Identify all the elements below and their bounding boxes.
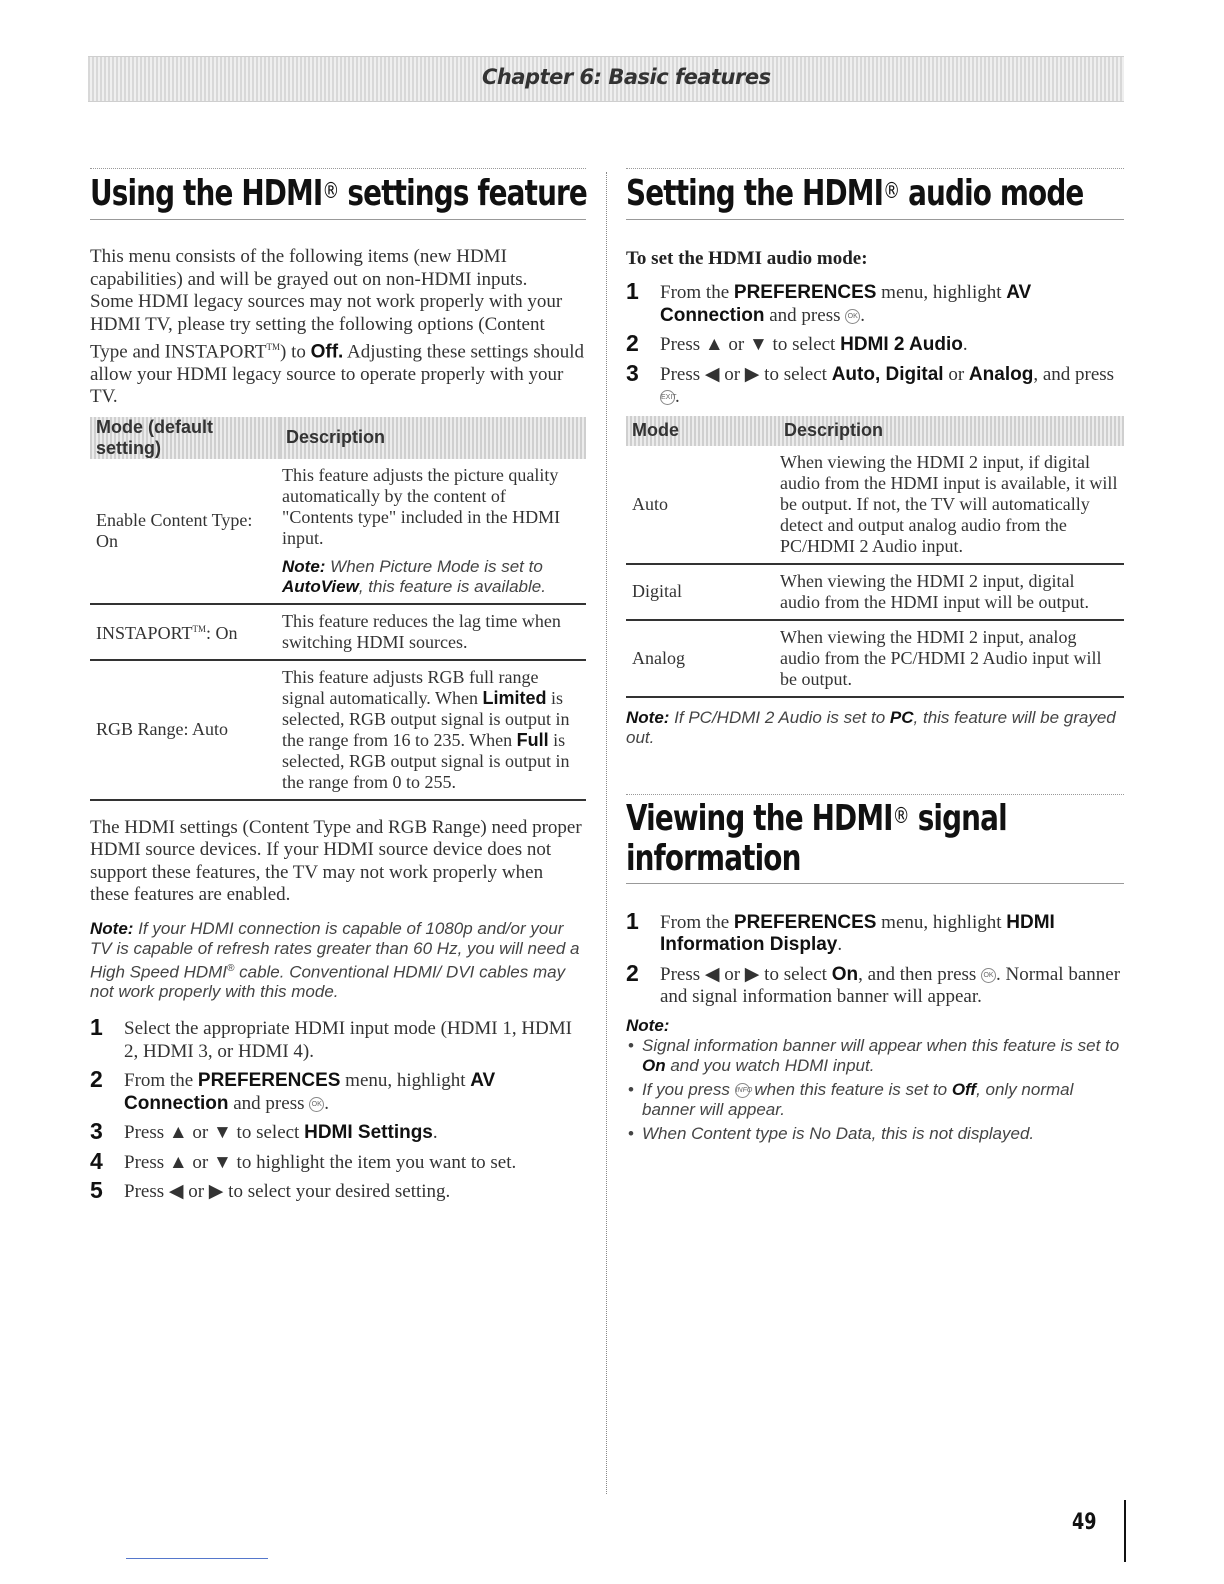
- mode-cell: Analog: [626, 620, 778, 697]
- list-item: • When Content type is No Data, this is not displayed.: [626, 1124, 1124, 1144]
- section-title-signal-info: Viewing the HDMI® signal information: [626, 797, 1007, 879]
- audio-mode-note: Note: If PC/HDMI 2 Audio is set to PC, this feature will be grayed out.: [626, 707, 1116, 747]
- list-item: 1 From the PREFERENCES menu, highlight AV Connection and press OK .: [626, 278, 1032, 326]
- column-header-mode: Mode: [626, 416, 778, 446]
- mode-cell: Enable Content Type: On: [90, 459, 280, 604]
- description-cell: When viewing the HDMI 2 input, if digital audio from the HDMI input is available, it will be output. If not, the TV will automatically detect and output analog audio from the PC/HDMI 2 Audio input.: [778, 446, 1124, 564]
- hdmi-settings-paragraph: The HDMI settings (Content Type and RGB Range) need proper HDMI source devices. If your HDMI source device does not support these features, the TV may not work properly when these features are enabled.: [90, 816, 582, 906]
- description-cell: When viewing the HDMI 2 input, digital audio from the HDMI input will be output.: [778, 564, 1124, 620]
- audio-mode-subheading: To set the HDMI audio mode:: [626, 248, 868, 269]
- page-number-bar: [1124, 1500, 1126, 1562]
- mode-cell: RGB Range: Auto: [90, 660, 280, 800]
- table-row: [90, 604, 586, 660]
- signal-info-steps: [626, 907, 1124, 1009]
- audio-mode-table: [626, 416, 1124, 698]
- mode-cell: Auto: [626, 446, 778, 564]
- mode-cell: INSTAPORT™: On: [90, 604, 280, 660]
- hdmi-settings-steps: [90, 1014, 586, 1204]
- chapter-title: Chapter 6: Basic features: [482, 65, 771, 89]
- list-item: 2 Press ▲ or ▼ to select HDMI 2 Audio.: [626, 330, 968, 356]
- list-item: 3 Press ▲ or ▼ to select HDMI Settings.: [90, 1118, 438, 1145]
- list-item: 5 Press ◀ or ▶ to select your desired setting.: [90, 1177, 451, 1204]
- intro-paragraph: This menu consists of the following items (new HDMI capabilities) and will be grayed out on non-HDMI inputs.: [90, 246, 528, 290]
- description-cell: This feature reduces the lag time when switching HDMI sources.: [280, 604, 586, 660]
- table-row: [90, 660, 586, 800]
- page-number: 49: [1072, 1510, 1097, 1535]
- right-column: [626, 168, 1124, 1148]
- note-bullets: [626, 1036, 1124, 1144]
- mode-cell: Digital: [626, 564, 778, 620]
- list-item: 1 From the PREFERENCES menu, highlight HDMI Information Display.: [626, 907, 1055, 955]
- list-item: 4 Press ▲ or ▼ to highlight the item you want to set.: [90, 1147, 517, 1174]
- section-title-hdmi-settings: Using the HDMI® settings feature: [90, 173, 587, 214]
- column-divider: [606, 172, 607, 1494]
- list-item: • If you press INFO when this feature is set to Off, only normal banner will appear.: [626, 1080, 1124, 1120]
- table-row: [90, 459, 586, 604]
- list-item: 2 From the PREFERENCES menu, highlight AV Connection and press OK .: [90, 1066, 496, 1114]
- ok-button-icon: OK: [981, 968, 996, 983]
- table-row: [626, 446, 1124, 564]
- hdmi-settings-table: [90, 417, 586, 801]
- high-speed-cable-note: Note: If your HDMI connection is capable of 1080p and/or your TV is capable of refresh rates greater than 60 Hz, you will need a High Speed HDMI® cable. Conventional HDMI/ DVI cables may not work properly with this mode.: [90, 918, 580, 1002]
- exit-button-icon: EXIT: [660, 390, 675, 405]
- table-row: [626, 620, 1124, 697]
- table-row: [626, 564, 1124, 620]
- footnote-rule: [126, 1558, 268, 1559]
- list-item: • Signal information banner will appear when this feature is set to On and you watch HDMI input.: [626, 1036, 1124, 1076]
- list-item: 3 Press ◀ or ▶ to select Auto, Digital or Analog, and press EXIT.: [626, 359, 1115, 407]
- column-header-description: Description: [280, 417, 586, 459]
- ok-button-icon: OK: [845, 309, 860, 324]
- list-item: 1 Select the appropriate HDMI input mode (HDMI 1, HDMI 2, HDMI 3, or HDMI 4).: [90, 1014, 572, 1062]
- description-cell: This feature adjusts the picture quality automatically by the content of "Contents type" included in the HDMI input. Note: When Picture Mode is set to AutoView, this feature is available.: [280, 459, 586, 604]
- legacy-paragraph: Some HDMI legacy sources may not work properly with your HDMI TV, please try setting the following options (Content Type and INSTAPORT™) to Off. Adjusting these settings should allow your HDMI legacy source to operate properly with your TV.: [90, 291, 585, 408]
- ok-button-icon: OK: [309, 1097, 324, 1112]
- section-title-hdmi-audio-mode: Setting the HDMI® audio mode: [626, 173, 1084, 214]
- description-cell: When viewing the HDMI 2 input, analog audio from the PC/HDMI 2 Audio input will be output.: [778, 620, 1124, 697]
- column-header-description: Description: [778, 416, 1124, 446]
- row-note: Note: When Picture Mode is set to AutoView, this feature is available.: [282, 556, 546, 596]
- list-item: 2 Press ◀ or ▶ to select On, and then press OK . Normal banner and signal information banner will appear.: [626, 959, 1121, 1007]
- heading-rule: [626, 794, 1124, 795]
- heading-rule: [90, 168, 586, 169]
- audio-mode-steps: [626, 278, 1124, 409]
- left-column: [90, 168, 586, 1211]
- description-cell: This feature adjusts RGB full range signal automatically. When Limited is selected, RGB output signal is output in the range from 16 to 235. When Full is selected, RGB output signal is output in the range from 0 to 255.: [280, 660, 586, 800]
- chapter-banner: [88, 56, 1124, 102]
- column-header-mode: Mode (default setting): [90, 417, 280, 459]
- signal-info-note: Note: • Signal information banner will appear when this feature is set to On and you watch HDMI input. • If you press INFO when this feature is set to Off, only normal banner will appear. • When Content type is No Data, this is not displayed.: [626, 1016, 1124, 1144]
- info-button-icon: INFO: [735, 1083, 750, 1098]
- heading-rule: [626, 168, 1124, 169]
